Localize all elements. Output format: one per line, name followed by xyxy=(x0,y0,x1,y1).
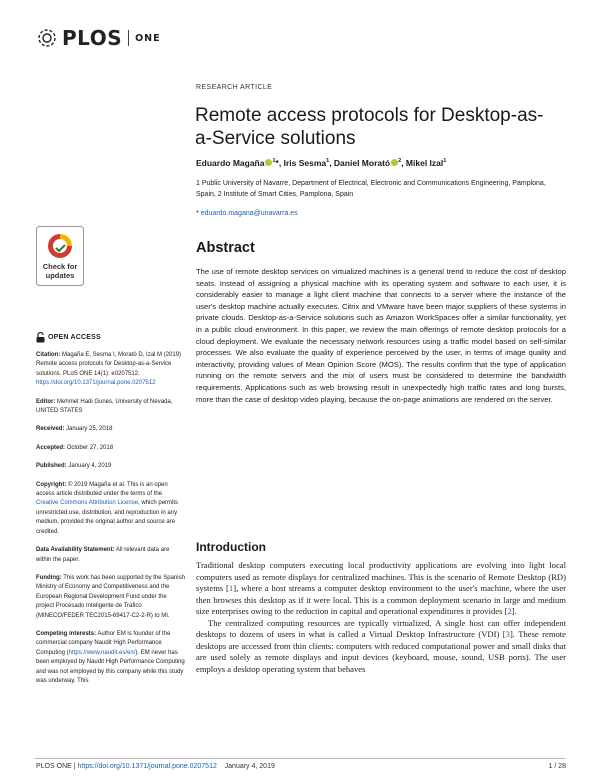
open-access-label xyxy=(36,332,186,343)
reference-link[interactable]: 3 xyxy=(505,629,510,639)
competing-interests-text-end: ). EM never has been employed by Naudit High Performance Computing and was not employed by this company while this study was underway. This xyxy=(36,649,185,684)
logo-subtitle: ONE xyxy=(135,32,161,44)
competing-interests-label: Competing interests: xyxy=(36,630,97,637)
introduction-body xyxy=(196,560,566,675)
author-affil-sup: 1 xyxy=(272,158,276,165)
affiliations: 1 Public University of Navarre, Department of Electrical, Electronic and Communications Engineering, Pamplona, Spain, 2 Institute of Smart Cities, Pamplona, Spain xyxy=(196,180,546,198)
author-list: Eduardo Magaña $^1$*, Iris Sesma$^1$, Daniel Morató $^2$, Mikel Izal$^1$ xyxy=(196,158,447,168)
funding-label: Funding: xyxy=(36,574,62,581)
copyright-label: Copyright: xyxy=(36,481,67,488)
logo-text: PLOS xyxy=(62,26,123,50)
corresponding-mark: * xyxy=(275,158,279,168)
intro-paragraph-1: Traditional desktop computers executing local productivity applications are evolving into light local computers used as remote displays for centralized machines. This is the scenario of Remote Desktop (RD) systems [1], where a host streams a computer desktop environment to the user's machine, where the user then browses this desktop as if it were local. This is a common deployment scenario in large and medium size enterprises owing to the reduction in capital and operational expenditures it provides [2]. xyxy=(196,560,566,616)
intro-paragraph-2: The centralized computing resources are typically virtualized. A single host can offer independent desktops to dozens of users in what is called a Virtual Desktop Infrastructure (VDI) [3]. These remote desktops are accessed from thin clients: computers with reduced computational power and small disks that are used solely as remote displays and input devices (keyboard, mouse, sound, USB ports). The user employs a desktop operating system that behaves xyxy=(196,617,566,674)
footer-doi-link[interactable]: https://doi.org/10.1371/journal.pone.0207512 xyxy=(77,763,217,770)
author-name[interactable]: Mikel Izal xyxy=(405,158,444,168)
logo-separator xyxy=(128,30,129,46)
article-title: Remote access protocols for Desktop-as-a-Service solutions xyxy=(195,105,544,149)
data-availability-block xyxy=(36,546,186,565)
reference-link[interactable]: 1 xyxy=(228,583,234,593)
published-label: Published: xyxy=(36,463,67,470)
footer-journal: PLOS ONE xyxy=(36,763,72,770)
received-date: January 25, 2018 xyxy=(66,426,113,433)
introduction-heading: Introduction xyxy=(196,540,266,554)
funding-text: This work has been supported by the Spanish Ministry of Economy and Competitiveness and the European Regional Development Fund under the project Procesado Inteligente de Trafico (MINECO/FEDER TEC2015-69417-C2-2-R) to MI. xyxy=(36,574,185,619)
author-name[interactable]: Eduardo Magaña xyxy=(196,158,265,168)
naudit-link[interactable]: https://www.naudit.es/en/ xyxy=(68,649,136,656)
funding-block xyxy=(36,574,186,621)
data-availability-label: Data Availability Statement: xyxy=(36,547,115,554)
page-footer xyxy=(36,763,275,770)
page-number: 1 / 28 xyxy=(548,763,566,770)
abstract-text: The use of remote desktop services on virtualized machines is a general trend to reduce the cost of desktop seats. Instead of assigning a physical machine with its operating system and software to each user, it is considerably easier to manage a light client machine that connects to a server where the instance of the user's desktop machine actually executes. Citrix and VMware have been major suppliers of these systems in private clouds. Desktop-as-a-Service solutions such as Amazon WorkSpaces offer a similar functionality, yet in a public cloud environment. In this paper, we review the main offerings of remote desktop protocols for a cloud deployment. We evaluate the necessary network resources using a traffic model based on self-similar processes. We also evaluate the quality of experience perceived by the user, in terms of image quality and interactivity, providing values of Mean Opinion Score (MOS). The results confirm that the type of application running on the remote servers and the mix of users must be considered to determine the bandwidth requirements. Applications such as web browsing result in unexpectedly high traffic rates and long bursts, more than the case of desktop video playing, because the on-page animations are rendered on the server. xyxy=(196,267,566,404)
accepted-block xyxy=(36,444,186,453)
published-date: January 4, 2019 xyxy=(68,463,112,470)
author-affil-sup: 1 xyxy=(326,158,330,165)
data-availability-text: All relevant data are within the paper. xyxy=(36,547,170,563)
received-label: Received: xyxy=(36,426,65,433)
editor-block xyxy=(36,398,186,417)
citation-label: Citation: xyxy=(36,352,61,358)
competing-interests-block xyxy=(36,630,186,686)
email-prefix: * xyxy=(196,210,199,217)
author-name[interactable]: Iris Sesma xyxy=(283,158,327,168)
author-affil-sup: 2 xyxy=(398,158,402,165)
editor-label: Editor: xyxy=(36,398,56,405)
received-block xyxy=(36,425,186,434)
article-metadata-sidebar xyxy=(36,332,186,695)
article-type: RESEARCH ARTICLE xyxy=(196,84,273,91)
plos-logo[interactable] xyxy=(34,26,161,50)
author-name[interactable]: Daniel Morató xyxy=(333,158,391,168)
citation-text: Magaña E, Sesma I, Morató D, Izal M (2019) Remote access protocols for Desktop-as-a-Service solutions. PLoS ONE 14(1): e0207512. xyxy=(36,352,182,377)
published-block xyxy=(36,462,186,471)
author-affil-sup: 1 xyxy=(443,158,447,165)
check-for-updates-badge[interactable] xyxy=(36,226,84,286)
plos-logo-icon xyxy=(34,26,60,50)
copyright-text: © 2019 Magaña et al. This is an open access article distributed under the terms of the xyxy=(36,481,168,498)
open-lock-icon xyxy=(36,332,45,343)
corresponding-email xyxy=(196,210,298,217)
reference-link[interactable]: 2 xyxy=(507,606,512,616)
footer-divider xyxy=(34,758,566,759)
footer-separator: | xyxy=(73,763,76,770)
badge-line1: Check for xyxy=(42,262,78,271)
check-updates-icon xyxy=(36,226,84,286)
license-link[interactable]: Creative Commons Attribution License xyxy=(36,500,139,507)
copyright-text-end: , which permits unrestricted use, distribution, and reproduction in any medium, provided the original author and source are credited. xyxy=(36,500,179,535)
abstract-heading: Abstract xyxy=(196,240,255,256)
citation-block xyxy=(36,351,186,389)
editor-text: Mehmet Hadi Gunes, University of Nevada, UNITED STATES xyxy=(36,398,173,415)
accepted-label: Accepted: xyxy=(36,444,66,451)
citation-doi-link[interactable]: https://doi.org/10.1371/journal.pone.0207512 xyxy=(36,380,156,387)
footer-date: January 4, 2019 xyxy=(224,763,275,770)
copyright-block xyxy=(36,481,186,537)
email-link[interactable]: eduardo.magana@unavarra.es xyxy=(200,210,298,217)
badge-line2: updates xyxy=(45,271,75,280)
competing-interests-text: Author EM is founder of the commercial company Naudit High Performance Computing ( xyxy=(36,630,171,656)
accepted-date: October 27, 2018 xyxy=(66,444,114,451)
open-access-text: OPEN ACCESS xyxy=(48,333,101,341)
